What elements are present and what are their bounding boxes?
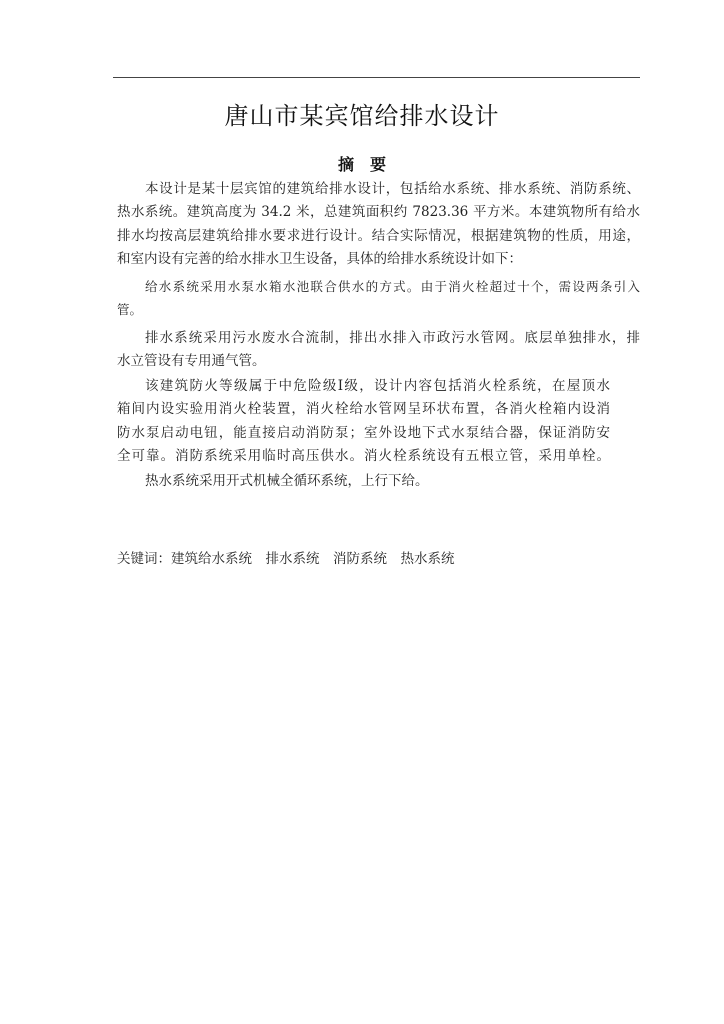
paragraph-line: 热水系统采用开式机械全循环系统，上行下给。: [145, 473, 429, 489]
paragraph-line: 防水泵启动电钮，能直接启动消防泵；室外设地下式水泵结合器，保证消防安: [117, 425, 610, 441]
document-title: 唐山市某宾馆给排水设计: [224, 102, 500, 130]
paragraph-line: 管。: [117, 302, 143, 317]
paragraph-line: 本设计是某十层宾馆的建筑给排水设计，包括给水系统、排水系统、消防系统、: [145, 181, 640, 197]
abstract-heading: 摘 要: [337, 155, 386, 174]
keywords: 关键词：建筑给水系统 排水系统 消防系统 热水系统: [117, 551, 455, 567]
paragraph-line: 热水系统。建筑高度为 34.2 米，总建筑面积约 7823.36 平方米。本建筑物所有给水: [117, 204, 640, 220]
paragraph-line: 水立管设有专用通气管。: [117, 353, 266, 369]
paragraph-line: 排水系统采用污水废水合流制，排出水排入市政污水管网。底层单独排水，排: [145, 330, 640, 346]
paragraph-line: 全可靠。消防系统采用临时高压供水。消火栓系统设有五根立管，采用单栓。: [117, 448, 610, 464]
header-rule: [113, 77, 640, 78]
paragraph-line: 给水系统采用水泵水箱水池联合供水的方式。由于消火栓超过十个，需设两条引入: [145, 279, 640, 294]
paragraph-line: 和室内设有完善的给水排水卫生设备，具体的给排水系统设计如下：: [117, 251, 522, 267]
paragraph-line: 排水均按高层建筑给排水要求进行设计。结合实际情况，根据建筑物的性质，用途，: [117, 228, 640, 244]
paragraph-line: 该建筑防火等级属于中危险级Ⅰ级，设计内容包括消火栓系统，在屋顶水: [145, 378, 610, 394]
paragraph-line: 箱间内设实验用消火栓装置，消火栓给水管网呈环状布置，各消火栓箱内设消: [117, 401, 610, 417]
